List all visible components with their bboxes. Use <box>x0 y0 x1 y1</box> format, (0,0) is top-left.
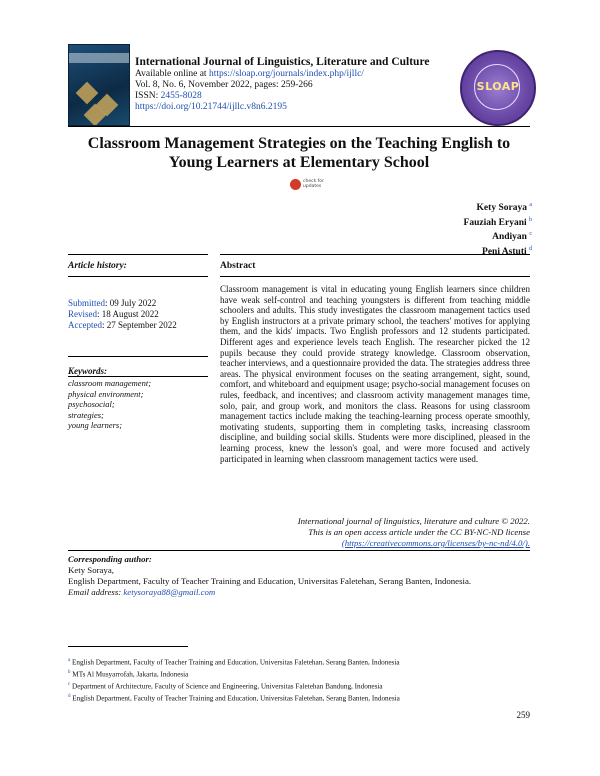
corresponding-rule <box>68 550 530 551</box>
abstract-heading: Abstract <box>220 261 256 271</box>
left-rule <box>68 276 208 277</box>
author: Peni Astuti $^d$ <box>482 245 532 258</box>
journal-url-link[interactable]: https://sloap.org/journals/index.php/ijllc/ <box>208 69 364 79</box>
check-for-updates-badge[interactable]: check for updates <box>290 178 330 192</box>
publisher-seal-logo: SLOAP <box>460 50 536 126</box>
footnote: $^b$ MTs Al Musyarrofah, Jakarta, Indonesia <box>68 669 189 679</box>
doi-link[interactable]: https://doi.org/10.21744/ijllc.v8n6.2195 <box>135 102 287 112</box>
keyword: psychosocial; <box>68 399 115 409</box>
right-rule <box>220 276 530 277</box>
author: Kety Soraya $^a$ <box>476 202 532 214</box>
footnote: $^c$ Department of Architecture, Faculty of Science and Engineering, Universitas Faletehan Bandung, Indonesia <box>68 681 383 691</box>
issn-line: ISSN: 2455-8028 <box>135 91 202 101</box>
corresponding-author: Corresponding author: Kety Soraya, English Department, Faculty of Teacher Training and Education, Universitas Faletehan, Serang Banten, Indonesia. Email address: ketysoraya88@gmail.com <box>68 554 472 597</box>
check-updates-icon <box>290 179 301 190</box>
footnote: $^a$ English Department, Faculty of Teacher Training and Education, Universitas Faletehan, Serang Banten, Indonesia <box>68 658 400 667</box>
keyword: strategies; <box>68 409 104 420</box>
footnote-rule <box>68 646 188 647</box>
available-line: Available online at https://sloap.org/journals/index.php/ijllc/ <box>135 69 364 79</box>
footnotes <box>68 656 400 704</box>
email-link[interactable]: ketysoraya88@gmail.com <box>123 587 216 597</box>
journal-header <box>135 56 429 113</box>
keyword: physical environment; <box>68 388 144 399</box>
keywords-rule <box>68 376 208 377</box>
article-history-heading: Article history: <box>68 261 127 271</box>
author-list <box>464 200 532 259</box>
journal-cover-image <box>68 44 130 126</box>
footnote: $^d$ English Department, Faculty of Teacher Training and Education, Universitas Faletehan, Serang Banten, Indonesia <box>68 693 400 703</box>
paper-title: Classroom Management Strategies on the Teaching English to Young Learners at Elementary School <box>87 135 511 171</box>
keyword: classroom management; <box>68 378 152 388</box>
journal-title: International Journal of Linguistics, Literature and Culture <box>135 56 430 68</box>
license-link[interactable]: (https://creativecommons.org/licenses/by-nc-nd/4.0/). <box>341 538 530 548</box>
keywords-top-rule <box>68 356 208 357</box>
page-number: 259 <box>516 710 530 720</box>
right-top-rule <box>220 254 530 255</box>
keywords-list <box>68 378 151 431</box>
keywords-heading: Keywords: <box>68 366 107 376</box>
header-divider <box>68 126 530 127</box>
article-history: Submitted: 09 July 2022 Revised: 18 August 2022 Accepted: 27 September 2022 <box>68 298 177 330</box>
keyword: young learners; <box>68 420 123 430</box>
author: Andiyan $^c$ <box>492 231 532 243</box>
abstract-text: Classroom management is vital in educating young English learners since children have weak self-control and teaching youngsters is different from teaching middle schoolers and adults. This study investigates the classroom management tactics used by English instructors at a private primary school, the teachers' motives for applying them, and the kids' impacts. Two English professors and 12 students participated. Different ages and experience levels teach English. The researcher picked the 12 pupils because they could provide strategy knowledge. Classroom observation, teacher interviews, and a questionnaire provided the data. The strategies address three areas. The physical environment focuses on the seating arrangement, sight, sound, comfort, and whiteboard and equipment usage; psycho-social management focuses on rules, feedback, and incentives; and classroom activity management manages time, solo, pair, and group work, and monitors the class. Reasons for using classroom management tactics include making the teaching-learning process operate smoothly, motivating students, supporting them in completing tasks, increasing classroom discipline, and building social skills. Students were more disciplined, pleased in the learning process, knew the lesson's goal, and were more focused and actively participated in learning when classroom management tactics were used. <box>220 284 530 464</box>
license-statement: International journal of linguistics, literature and culture © 2022. This is an open access article under the CC BY-NC-ND license (https://creativecommons.org/licenses/by-nc-nd/4.0/). <box>297 516 530 548</box>
left-top-rule <box>68 254 208 255</box>
volume-line: Vol. 8, No. 6, November 2022, pages: 259-266 <box>135 80 313 90</box>
author: Fauziah Eryani $^b$ <box>463 216 532 228</box>
